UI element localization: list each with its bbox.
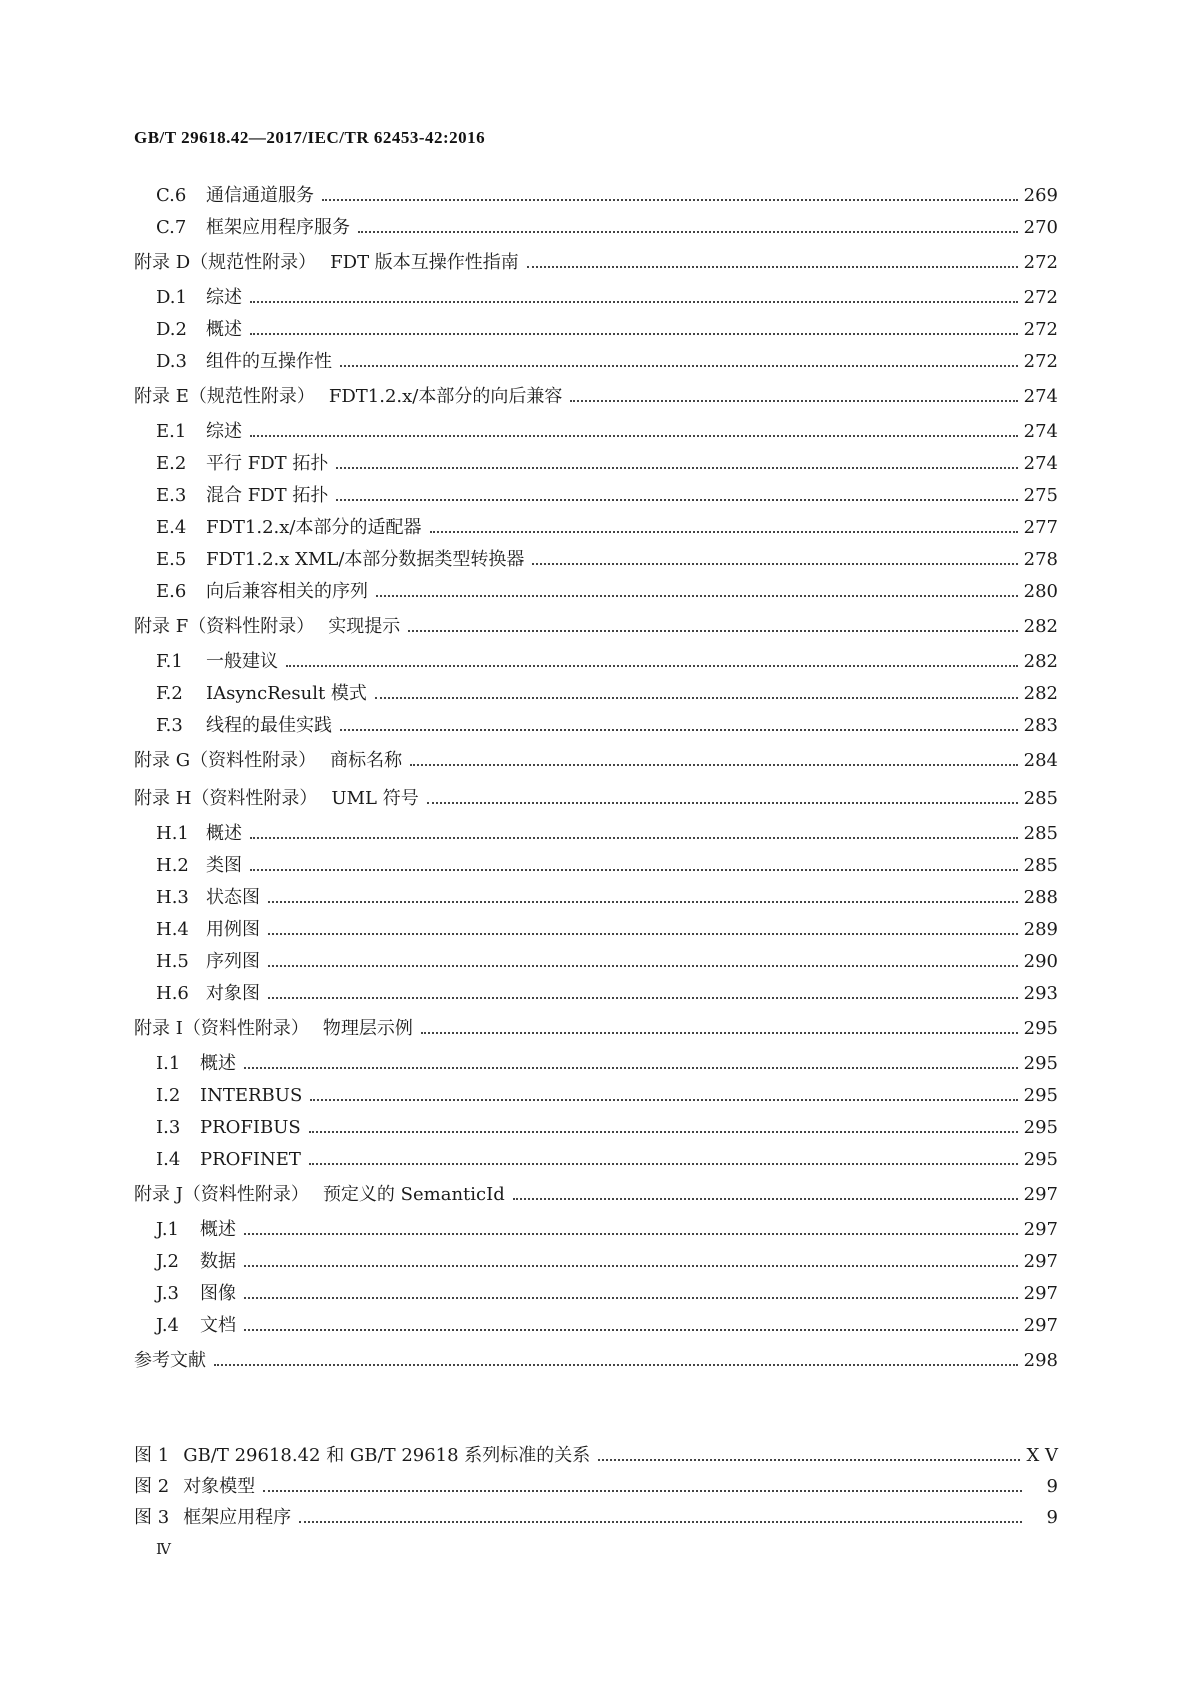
entry-code: E.4	[156, 517, 187, 538]
dot-leader	[376, 595, 1018, 597]
dot-leader	[250, 301, 1018, 303]
entry-title: 状态图	[206, 887, 260, 908]
entry-page-number: 295	[1023, 1085, 1058, 1106]
entry-title: 商标名称	[330, 750, 403, 771]
entry-page-number: 9	[1046, 1476, 1058, 1497]
entry-title: 序列图	[206, 951, 260, 972]
entry-title: 综述	[206, 287, 242, 308]
entry-page-number: 285	[1023, 855, 1058, 876]
dot-leader	[309, 1163, 1018, 1165]
toc-entry-section[interactable]	[134, 1246, 1058, 1278]
entry-code: H.5	[156, 951, 189, 972]
entry-title: 组件的互操作性	[206, 351, 332, 372]
entry-code: 附录 J（资料性附录）	[134, 1184, 309, 1205]
entry-title: 对象图	[206, 983, 260, 1004]
entry-code: H.4	[156, 919, 189, 940]
entry-page-number: 295	[1023, 1117, 1058, 1138]
entry-code: 图 3	[134, 1507, 170, 1528]
toc-entry-appendix[interactable]	[134, 742, 1058, 780]
toc-entry-section[interactable]	[134, 416, 1058, 448]
entry-code: I.3	[156, 1117, 181, 1138]
toc-entry-section[interactable]	[134, 544, 1058, 576]
entry-page-number: 272	[1023, 351, 1058, 372]
toc-entry-section[interactable]	[134, 576, 1058, 608]
entry-title: 概述	[206, 319, 242, 340]
entry-title: GB/T 29618.42 和 GB/T 29618 系列标准的关系	[183, 1445, 591, 1466]
toc-entry-section[interactable]	[134, 678, 1058, 710]
dot-leader	[408, 630, 1017, 632]
entry-code: C.6	[156, 185, 187, 206]
dot-leader	[250, 869, 1018, 871]
toc-entry-appendix[interactable]	[134, 244, 1058, 282]
entry-code: H.2	[156, 855, 189, 876]
entry-title: 平行 FDT 拓扑	[206, 453, 329, 474]
entry-code: F.2	[156, 683, 183, 704]
toc-entry-appendix[interactable]	[134, 1176, 1058, 1214]
toc-entry-section[interactable]	[134, 914, 1058, 946]
entry-page-number: 274	[1023, 453, 1058, 474]
entry-code: I.1	[156, 1053, 181, 1074]
entry-code: H.3	[156, 887, 189, 908]
entry-code: J.4	[156, 1315, 179, 1336]
entry-title: IAsyncResult 模式	[206, 683, 367, 704]
dot-leader	[340, 365, 1018, 367]
entry-title: 综述	[206, 421, 242, 442]
dot-leader	[250, 837, 1018, 839]
dot-leader	[427, 802, 1018, 804]
entry-page-number: 297	[1023, 1219, 1058, 1240]
dot-leader	[336, 499, 1017, 501]
dot-leader	[421, 1032, 1018, 1034]
entry-code: 附录 E（规范性附录）	[134, 386, 315, 407]
figure-entry[interactable]	[134, 1471, 1058, 1502]
toc-entry-section[interactable]	[134, 1278, 1058, 1310]
entry-code: J.2	[156, 1251, 179, 1272]
entry-title: FDT1.2.x/本部分的适配器	[206, 517, 422, 538]
dot-leader	[244, 1233, 1018, 1235]
dot-leader	[250, 435, 1018, 437]
entry-code: D.2	[156, 319, 187, 340]
entry-page-number: 282	[1023, 683, 1058, 704]
entry-code: C.7	[156, 217, 187, 238]
entry-code: 附录 D（规范性附录）	[134, 252, 317, 273]
entry-title: FDT1.2.x XML/本部分数据类型转换器	[206, 549, 525, 570]
entry-page-number: 297	[1023, 1251, 1058, 1272]
entry-page-number: 288	[1023, 887, 1058, 908]
toc-entry-section[interactable]	[134, 282, 1058, 314]
dot-leader	[268, 997, 1018, 999]
entry-code: D.3	[156, 351, 187, 372]
entry-page-number: 272	[1023, 319, 1058, 340]
entry-title: 实现提示	[328, 616, 401, 637]
dot-leader	[244, 1265, 1018, 1267]
entry-page-number: 297	[1023, 1184, 1058, 1205]
entry-page-number: 274	[1023, 421, 1058, 442]
entry-page-number: 283	[1023, 715, 1058, 736]
dot-leader	[322, 199, 1018, 201]
entry-page-number: 272	[1023, 252, 1058, 273]
toc-entry-appendix[interactable]	[134, 378, 1058, 416]
entry-page-number: 275	[1023, 485, 1058, 506]
entry-code: D.1	[156, 287, 187, 308]
entry-title: 文档	[200, 1315, 236, 1336]
entry-code: E.1	[156, 421, 187, 442]
entry-title: 通信通道服务	[206, 185, 314, 206]
toc-entry-section[interactable]	[134, 1112, 1058, 1144]
entry-title: 用例图	[206, 919, 260, 940]
entry-page-number: 282	[1023, 651, 1058, 672]
entry-title: 概述	[206, 823, 242, 844]
entry-page-number: 289	[1023, 919, 1058, 940]
page-number: Ⅳ	[156, 1540, 171, 1558]
entry-page-number: 9	[1046, 1507, 1058, 1528]
toc-entry-section[interactable]	[134, 850, 1058, 882]
entry-page-number: 297	[1023, 1283, 1058, 1304]
toc-entry-section[interactable]	[134, 710, 1058, 742]
entry-page-number: 274	[1023, 386, 1058, 407]
toc-entry-appendix[interactable]	[134, 780, 1058, 818]
entry-page-number: 293	[1023, 983, 1058, 1004]
entry-title: 一般建议	[206, 651, 278, 672]
entry-code: 附录 G（资料性附录）	[134, 750, 317, 771]
entry-page-number: 277	[1023, 517, 1058, 538]
toc-entry-section[interactable]	[134, 480, 1058, 512]
dot-leader	[358, 231, 1018, 233]
entry-code: F.3	[156, 715, 183, 736]
entry-page-number: 297	[1023, 1315, 1058, 1336]
entry-title: 概述	[200, 1219, 236, 1240]
dot-leader	[532, 563, 1017, 565]
entry-title: 对象模型	[183, 1476, 256, 1497]
entry-page-number: 284	[1023, 750, 1058, 771]
toc-entry-section[interactable]	[134, 212, 1058, 244]
dot-leader	[268, 933, 1018, 935]
dot-leader	[598, 1459, 1020, 1461]
dot-leader	[244, 1329, 1018, 1331]
toc-entry-section[interactable]	[134, 818, 1058, 850]
entry-title: 框架应用程序服务	[206, 217, 350, 238]
dot-leader	[375, 697, 1018, 699]
toc-entry-section[interactable]	[134, 1144, 1058, 1176]
entry-code: 图 2	[134, 1476, 170, 1497]
toc-entry-section[interactable]	[134, 882, 1058, 914]
toc-entry-section[interactable]	[134, 448, 1058, 480]
table-of-contents	[134, 180, 1058, 1380]
entry-page-number: 278	[1023, 549, 1058, 570]
toc-entry-section[interactable]	[134, 1214, 1058, 1246]
entry-page-number: 295	[1023, 1018, 1058, 1039]
entry-code: I.2	[156, 1085, 181, 1106]
toc-entry-section[interactable]	[134, 946, 1058, 978]
entry-page-number: 290	[1023, 951, 1058, 972]
dot-leader	[268, 901, 1018, 903]
dot-leader	[513, 1198, 1018, 1200]
entry-code: H.6	[156, 983, 189, 1004]
entry-code: 图 1	[134, 1445, 170, 1466]
entry-title: PROFIBUS	[200, 1117, 301, 1138]
entry-title: 类图	[206, 855, 242, 876]
entry-title: 框架应用程序	[183, 1507, 292, 1528]
entry-page-number: 270	[1023, 217, 1058, 238]
entry-page-number: 295	[1023, 1149, 1058, 1170]
dot-leader	[214, 1364, 1018, 1366]
toc-entry-section[interactable]	[134, 1080, 1058, 1112]
dot-leader	[340, 729, 1018, 731]
entry-code: E.3	[156, 485, 187, 506]
dot-leader	[430, 531, 1018, 533]
entry-code: F.1	[156, 651, 183, 672]
toc-entry-section[interactable]	[134, 512, 1058, 544]
entry-page-number: 272	[1023, 287, 1058, 308]
entry-title: FDT1.2.x/本部分的向后兼容	[328, 386, 563, 407]
entry-title: 数据	[200, 1251, 236, 1272]
dot-leader	[250, 333, 1018, 335]
entry-page-number: 285	[1023, 788, 1058, 809]
toc-entry-appendix[interactable]	[134, 1010, 1058, 1048]
entry-page-number: 298	[1023, 1350, 1058, 1371]
entry-title: 预定义的 SemanticId	[322, 1184, 505, 1205]
entry-title: INTERBUS	[200, 1085, 303, 1106]
entry-title: 图像	[200, 1283, 236, 1304]
entry-title: 概述	[200, 1053, 236, 1074]
dot-leader	[263, 1490, 1022, 1492]
figure-list	[134, 1440, 1058, 1533]
entry-title: PROFINET	[200, 1149, 301, 1170]
entry-title: 向后兼容相关的序列	[206, 581, 368, 602]
dot-leader	[268, 965, 1018, 967]
entry-page-number: 282	[1023, 616, 1058, 637]
entry-page-number: Ⅹ Ⅴ	[1026, 1445, 1058, 1466]
entry-code: I.4	[156, 1149, 181, 1170]
entry-page-number: 295	[1023, 1053, 1058, 1074]
dot-leader	[244, 1297, 1018, 1299]
toc-entry-appendix[interactable]	[134, 1342, 1058, 1380]
entry-code: E.2	[156, 453, 187, 474]
entry-page-number: 269	[1023, 185, 1058, 206]
entry-code: H.1	[156, 823, 189, 844]
entry-title: 物理层示例	[322, 1018, 413, 1039]
dot-leader	[570, 400, 1017, 402]
dot-leader	[310, 1099, 1017, 1101]
entry-code: J.1	[156, 1219, 179, 1240]
entry-title: UML 符号	[331, 788, 419, 809]
entry-page-number: 280	[1023, 581, 1058, 602]
entry-code: 附录 H（资料性附录）	[134, 788, 318, 809]
figure-entry[interactable]	[134, 1440, 1058, 1471]
dot-leader	[410, 764, 1018, 766]
entry-title: 参考文献	[134, 1350, 206, 1371]
toc-entry-section[interactable]	[134, 180, 1058, 212]
toc-entry-section[interactable]	[134, 1310, 1058, 1342]
dot-leader	[244, 1067, 1018, 1069]
entry-title: FDT 版本互操作性指南	[330, 252, 519, 273]
toc-entry-section[interactable]	[134, 346, 1058, 378]
toc-entry-section[interactable]	[134, 314, 1058, 346]
entry-code: 附录 F（资料性附录）	[134, 616, 315, 637]
toc-entry-section[interactable]	[134, 1048, 1058, 1080]
entry-code: E.5	[156, 549, 187, 570]
entry-title: 线程的最佳实践	[206, 715, 332, 736]
figure-entry[interactable]	[134, 1502, 1058, 1533]
entry-page-number: 285	[1023, 823, 1058, 844]
toc-entry-appendix[interactable]	[134, 608, 1058, 646]
dot-leader	[336, 467, 1017, 469]
dot-leader	[527, 266, 1018, 268]
dot-leader	[309, 1131, 1018, 1133]
entry-code: E.6	[156, 581, 187, 602]
toc-entry-section[interactable]	[134, 978, 1058, 1010]
entry-code: J.3	[156, 1283, 179, 1304]
toc-entry-section[interactable]	[134, 646, 1058, 678]
document-header: GB/T 29618.42—2017/IEC/TR 62453-42:2016	[134, 128, 486, 147]
dot-leader	[286, 665, 1018, 667]
entry-title: 混合 FDT 拓扑	[206, 485, 329, 506]
dot-leader	[299, 1521, 1022, 1523]
entry-code: 附录 I（资料性附录）	[134, 1018, 309, 1039]
